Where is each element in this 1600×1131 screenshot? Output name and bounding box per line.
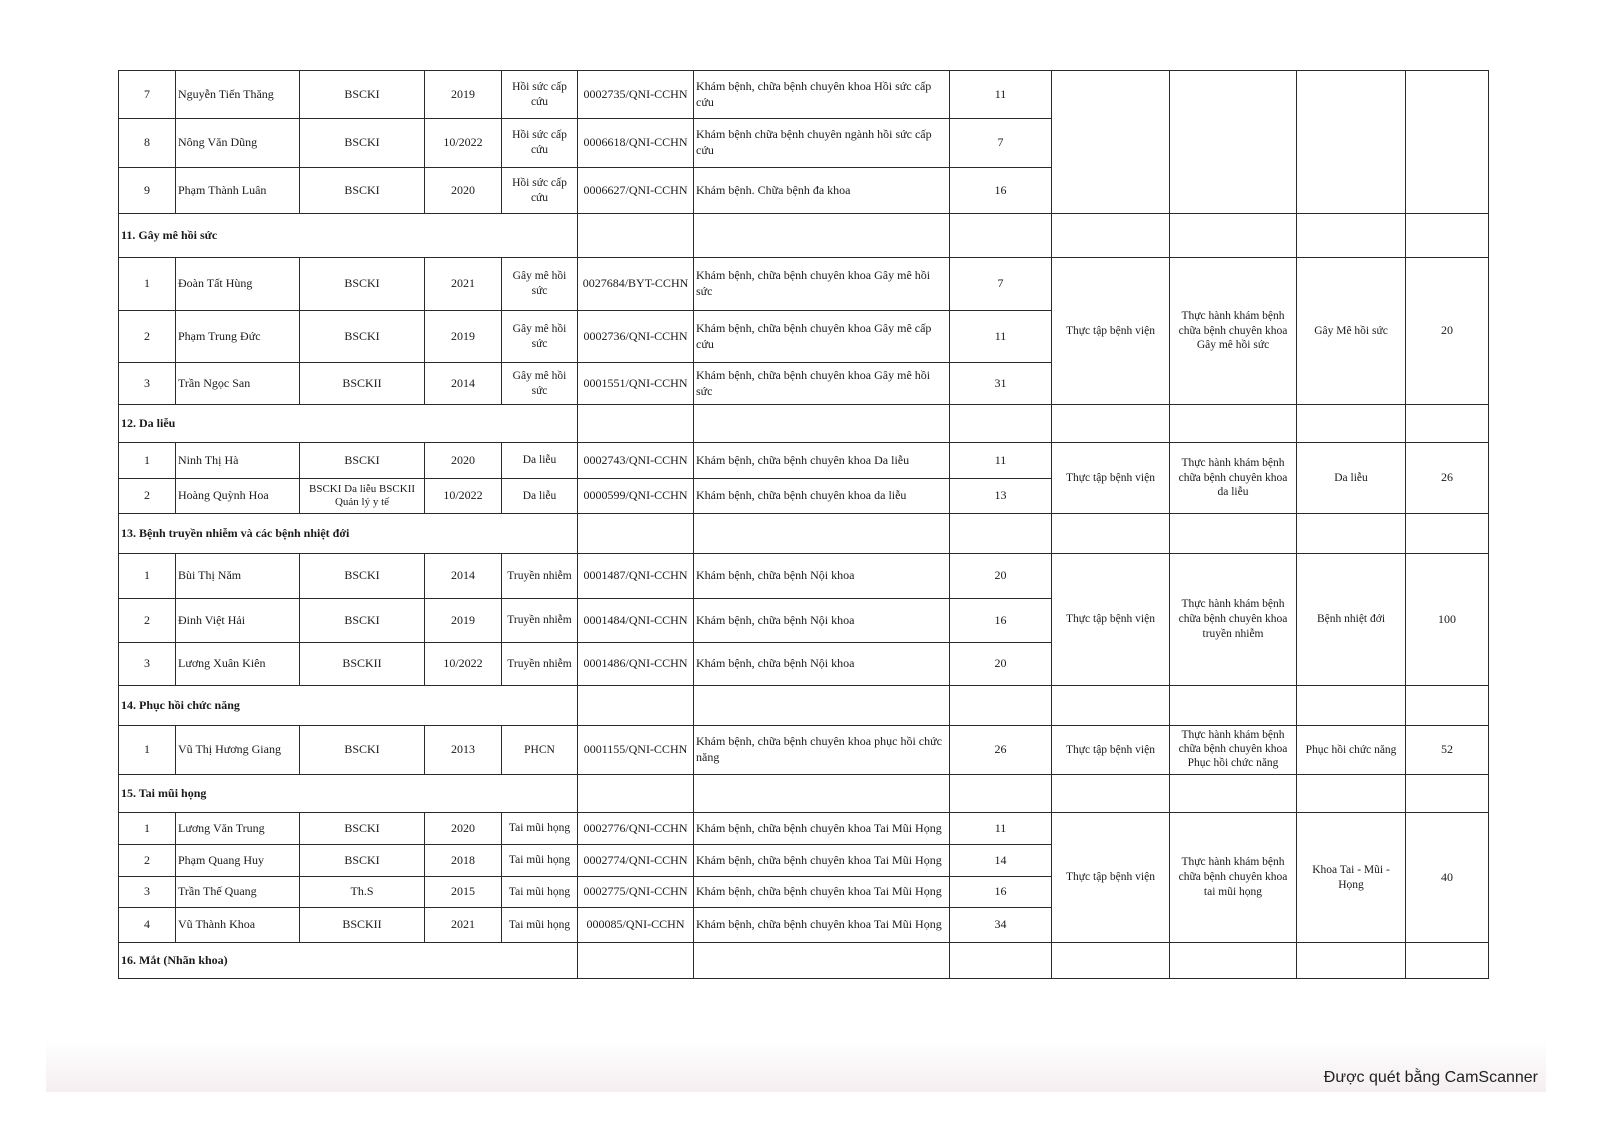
training-department: Phục hồi chức năng (1297, 726, 1406, 775)
table-row: 8 Nông Văn Dũng BSCKI 10/2022 Hồi sức cấp cứu 0006618/QNI-CCHN Khám bệnh chữa bệnh chuyên ngành hồi sức cấp cứu 7 (119, 119, 1489, 168)
training-form: Thực tập bệnh viện (1052, 726, 1170, 775)
staff-table (118, 70, 1489, 979)
table-row: 4 Vũ Thành Khoa BSCKII 2021 Tai mũi họng 000085/QNI-CCHN Khám bệnh, chữa bệnh chuyên khoa Tai Mũi Họng 34 (119, 908, 1489, 943)
section-title: 15. Tai mũi họng (119, 775, 578, 813)
table-row: 2 Đinh Việt Hải BSCKI 2019 Truyền nhiễm 0001484/QNI-CCHN Khám bệnh, chữa bệnh Nội khoa 16 (119, 599, 1489, 643)
training-content: Thực hành khám bệnh chữa bệnh chuyên khoa da liễu (1170, 443, 1297, 514)
training-content: Thực hành khám bệnh chữa bệnh chuyên khoa Gây mê hồi sức (1170, 258, 1297, 405)
trainee-count: 52 (1406, 726, 1489, 775)
section-header-row (119, 405, 1489, 443)
section-title: 14. Phục hồi chức năng (119, 686, 578, 726)
scan-page-shadow (46, 1040, 1546, 1092)
section-header-row (119, 686, 1489, 726)
training-department: Da liễu (1297, 443, 1406, 514)
table-row: 2 Hoàng Quỳnh Hoa BSCKI Da liễu BSCKII Quản lý y tế 10/2022 Da liễu 0000599/QNI-CCHN Khám bệnh, chữa bệnh chuyên khoa da liễu 13 (119, 479, 1489, 514)
table-row: 9 Phạm Thành Luân BSCKI 2020 Hồi sức cấp cứu 0006627/QNI-CCHN Khám bệnh. Chữa bệnh đa khoa 16 (119, 168, 1489, 214)
training-department: Gây Mê hồi sức (1297, 258, 1406, 405)
table-row: 3 Trần Thế Quang Th.S 2015 Tai mũi họng 0002775/QNI-CCHN Khám bệnh, chữa bệnh chuyên khoa Tai Mũi Họng 16 (119, 877, 1489, 908)
section-header-row (119, 943, 1489, 979)
table-row: 2 Phạm Trung Đức BSCKI 2019 Gây mê hồi sức 0002736/QNI-CCHN Khám bệnh, chữa bệnh chuyên khoa Gây mê cấp cứu 11 (119, 311, 1489, 363)
table-row: 3 Trần Ngọc San BSCKII 2014 Gây mê hồi sức 0001551/QNI-CCHN Khám bệnh, chữa bệnh chuyên khoa Gây mê hồi sức 31 (119, 363, 1489, 405)
section-title: 11. Gây mê hồi sức (119, 214, 578, 258)
table-row: 1 Vũ Thị Hương Giang BSCKI 2013 PHCN 0001155/QNI-CCHN Khám bệnh, chữa bệnh chuyên khoa phục hồi chức năng 26 Thực tập bệnh viện Thực hành khám bệnh chữa bệnh chuyên khoa Phục hồi chức năng Phục hồi chức năng 52 (119, 726, 1489, 775)
trainee-count: 26 (1406, 443, 1489, 514)
trainee-count: 100 (1406, 554, 1489, 686)
table-row: 7 Nguyễn Tiến Thăng BSCKI 2019 Hồi sức cấp cứu 0002735/QNI-CCHN Khám bệnh, chữa bệnh chuyên khoa Hồi sức cấp cứu 11 (119, 71, 1489, 119)
table-row: 1 Ninh Thị Hà BSCKI 2020 Da liễu 0002743/QNI-CCHN Khám bệnh, chữa bệnh chuyên khoa Da liễu 11 Thực tập bệnh viện Thực hành khám bệnh chữa bệnh chuyên khoa da liễu Da liễu 26 (119, 443, 1489, 479)
section-header-row (119, 514, 1489, 554)
table-row: 1 Đoàn Tất Hùng BSCKI 2021 Gây mê hồi sức 0027684/BYT-CCHN Khám bệnh, chữa bệnh chuyên khoa Gây mê hồi sức 7 Thực tập bệnh viện Thực hành khám bệnh chữa bệnh chuyên khoa Gây mê hồi sức Gây Mê hồi sức 20 (119, 258, 1489, 311)
training-form: Thực tập bệnh viện (1052, 554, 1170, 686)
trainee-count: 40 (1406, 813, 1489, 943)
empty-cell (1052, 71, 1170, 214)
section-title: 12. Da liễu (119, 405, 578, 443)
table-row: 1 Lương Văn Trung BSCKI 2020 Tai mũi họng 0002776/QNI-CCHN Khám bệnh, chữa bệnh chuyên khoa Tai Mũi Họng 11 Thực tập bệnh viện Thực hành khám bệnh chữa bệnh chuyên khoa tai mũi họng Khoa Tai - Mũi - Họng 40 (119, 813, 1489, 845)
scanner-watermark: Được quét bằng CamScanner (1323, 1069, 1538, 1086)
training-department: Bệnh nhiệt đới (1297, 554, 1406, 686)
empty-cell (1297, 71, 1406, 214)
training-department: Khoa Tai - Mũi - Họng (1297, 813, 1406, 943)
trainee-count: 20 (1406, 258, 1489, 405)
training-content: Thực hành khám bệnh chữa bệnh chuyên khoa tai mũi họng (1170, 813, 1297, 943)
training-form: Thực tập bệnh viện (1052, 443, 1170, 514)
training-content: Thực hành khám bệnh chữa bệnh chuyên khoa Phục hồi chức năng (1170, 726, 1297, 775)
empty-cell (1406, 71, 1489, 214)
section-header-row (119, 214, 1489, 258)
table-row: 1 Bùi Thị Năm BSCKI 2014 Truyền nhiễm 0001487/QNI-CCHN Khám bệnh, chữa bệnh Nội khoa 20 Thực tập bệnh viện Thực hành khám bệnh chữa bệnh chuyên khoa truyền nhiễm Bệnh nhiệt đới 100 (119, 554, 1489, 599)
section-title: 16. Mắt (Nhãn khoa) (119, 943, 578, 979)
section-header-row (119, 775, 1489, 813)
training-form: Thực tập bệnh viện (1052, 813, 1170, 943)
empty-cell (1170, 71, 1297, 214)
table-row: 3 Lương Xuân Kiên BSCKII 10/2022 Truyền nhiễm 0001486/QNI-CCHN Khám bệnh, chữa bệnh Nội khoa 20 (119, 643, 1489, 686)
training-content: Thực hành khám bệnh chữa bệnh chuyên khoa truyền nhiễm (1170, 554, 1297, 686)
training-form: Thực tập bệnh viện (1052, 258, 1170, 405)
table-row: 2 Phạm Quang Huy BSCKI 2018 Tai mũi họng 0002774/QNI-CCHN Khám bệnh, chữa bệnh chuyên khoa Tai Mũi Họng 14 (119, 845, 1489, 877)
section-title: 13. Bệnh truyền nhiễm và các bệnh nhiệt đới (119, 514, 578, 554)
